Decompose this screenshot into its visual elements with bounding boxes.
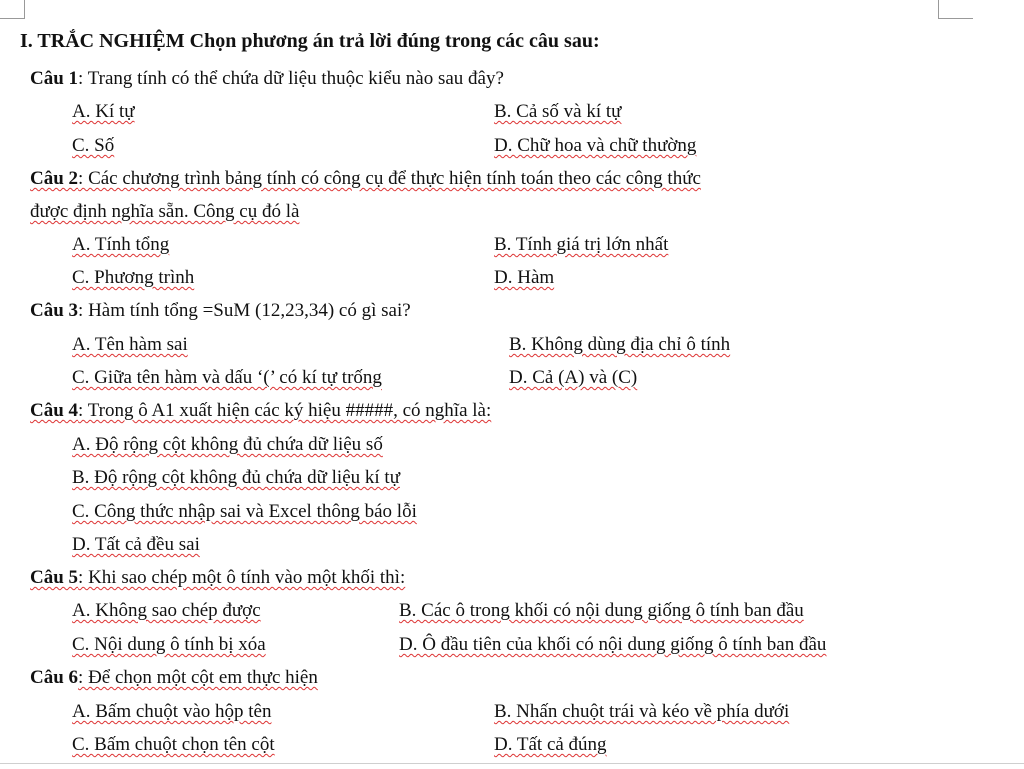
- q2-option-b: B. Tính giá trị lớn nhất: [494, 234, 669, 255]
- q1-option-b: B. Cả số và kí tự: [494, 101, 622, 122]
- page-corner-mark-right: [938, 0, 973, 19]
- question-label: Câu 3: [30, 300, 79, 321]
- q2-option-c: C. Phương trình: [72, 267, 195, 288]
- q5-option-d: D. Ô đầu tiên của khối có nội dung giống ô tính ban đầu: [399, 634, 827, 655]
- question-label: Câu 4: [30, 400, 79, 421]
- q4-option-b: B. Độ rộng cột không đủ chứa dữ liệu kí tự: [72, 467, 400, 488]
- q6-option-a: A. Bấm chuột vào hộp tên: [72, 701, 272, 722]
- q1-option-c: C. Số: [72, 135, 115, 156]
- page-bottom-divider: [0, 763, 1024, 764]
- question-label: Câu 6: [30, 667, 79, 688]
- q4-option-a: A. Độ rộng cột không đủ chứa dữ liệu số: [72, 434, 383, 455]
- page-corner-mark-left: [0, 0, 25, 19]
- q4-option-c: C. Công thức nhập sai và Excel thông báo lỗi: [72, 501, 417, 522]
- q6-option-d: D. Tất cả đúng: [494, 734, 607, 755]
- q3-option-c: C. Giữa tên hàm và dấu ‘(’ có kí tự trống: [72, 367, 382, 388]
- question-5: [30, 566, 405, 590]
- question-3: [30, 299, 411, 323]
- section-heading: I. TRẮC NGHIỆM Chọn phương án trả lời đúng trong các câu sau:: [20, 30, 600, 52]
- question-text: : Khi sao chép một ô tính vào một khối thì:: [78, 567, 406, 588]
- question-2-continued: được định nghĩa sẵn. Công cụ đó là: [30, 201, 300, 222]
- question-1: [30, 67, 504, 91]
- q3-option-b: B. Không dùng địa chỉ ô tính: [509, 334, 731, 355]
- question-2: [30, 167, 701, 191]
- question-label: Câu 5: [30, 567, 79, 588]
- q5-option-a: A. Không sao chép được: [72, 600, 261, 621]
- question-6: [30, 666, 318, 690]
- q2-option-d: D. Hàm: [494, 267, 555, 288]
- question-label: Câu 2: [30, 168, 79, 189]
- q2-option-a: A. Tính tổng: [72, 234, 170, 255]
- q6-option-c: C. Bấm chuột chọn tên cột: [72, 734, 275, 755]
- q6-option-b: B. Nhấn chuột trái và kéo về phía dưới: [494, 701, 790, 722]
- q1-option-d: D. Chữ hoa và chữ thường: [494, 135, 697, 156]
- question-text: : Hàm tính tổng =SuM (12,23,34) có gì sai?: [78, 300, 411, 321]
- question-text: : Để chọn một cột em thực hiện: [78, 667, 318, 688]
- q3-option-a: A. Tên hàm sai: [72, 334, 188, 355]
- q4-option-d: D. Tất cả đều sai: [72, 534, 200, 555]
- question-label: Câu 1: [30, 68, 79, 89]
- question-text: : Trong ô A1 xuất hiện các ký hiệu #####, có nghĩa là:: [78, 400, 492, 421]
- question-text: : Trang tính có thể chứa dữ liệu thuộc kiểu nào sau đây?: [78, 68, 504, 89]
- q5-option-c: C. Nội dung ô tính bị xóa: [72, 634, 266, 655]
- q1-option-a: A. Kí tự: [72, 101, 135, 122]
- question-4: [30, 399, 491, 423]
- question-text: : Các chương trình bảng tính có công cụ để thực hiện tính toán theo các công thức: [78, 168, 701, 189]
- q5-option-b: B. Các ô trong khối có nội dung giống ô tính ban đầu: [399, 600, 804, 621]
- q3-option-d: D. Cả (A) và (C): [509, 367, 638, 388]
